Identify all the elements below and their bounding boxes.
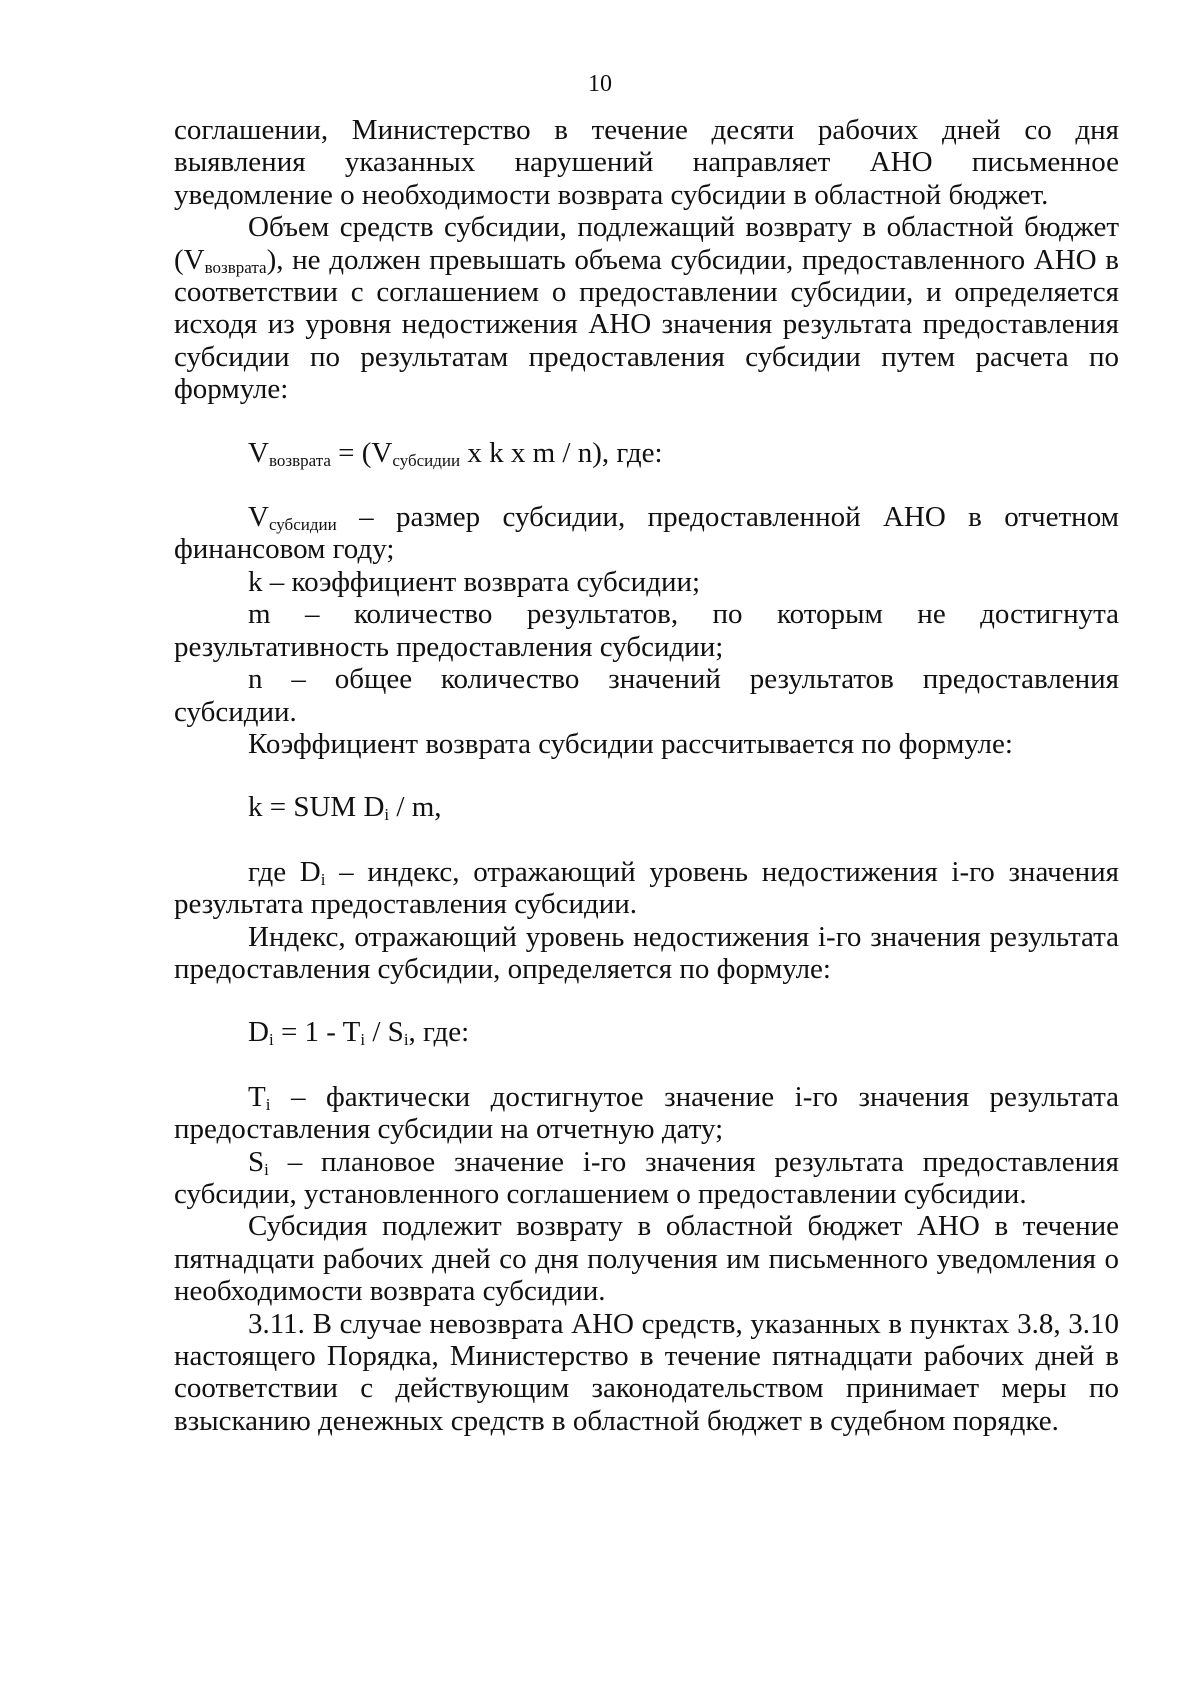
text-run: T	[248, 1080, 266, 1113]
formula-coefficient	[174, 791, 1119, 823]
definition-v-subsidy	[174, 501, 1119, 566]
subscript: i	[264, 1159, 269, 1179]
text-run: x k x m / n), где:	[460, 436, 663, 469]
definition-m: m – количество результатов, по которым не достигнута результативность предоставления субсидии;	[174, 598, 1119, 663]
text-run: – фактически достигнутое значение i-го значения результата предоставления субсидии на отчетную дату;	[174, 1080, 1119, 1146]
formula-refund	[174, 437, 1119, 469]
subscript: субсидии	[392, 450, 461, 470]
text-run: = (V	[330, 436, 393, 469]
paragraph-3-11: 3.11. В случае невозврата АНО средств, указанных в пунктах 3.8, 3.10 настоящего Порядка, Министерство в течение пятнадцати рабочих дней в соответствии с действующим законодательством принимает меры по взысканию денежных средств в областной бюджет в судебном порядке.	[174, 1307, 1119, 1437]
text-run: V	[248, 436, 269, 469]
paragraph-refund-volume	[174, 211, 1119, 405]
text-run: k = SUM D	[248, 791, 385, 824]
subscript: i	[268, 1030, 274, 1050]
paragraph-continuation: соглашении, Министерство в течение десяти рабочих дней со дня выявления указанных нарушений направляет АНО письменное уведомление о необходимости возврата субсидии в областной бюджет.	[174, 114, 1119, 211]
text-run: D	[248, 1016, 269, 1049]
paragraph-return-deadline: Субсидия подлежит возврату в областной бюджет АНО в течение пятнадцати рабочих дней со дня получения им письменного уведомления о необходимости возврата субсидии.	[174, 1210, 1119, 1308]
subscript: возврата	[268, 450, 331, 470]
paragraph-coefficient-intro: Коэффициент возврата субсидии рассчитывается по формуле:	[248, 727, 1013, 760]
subscript: i	[403, 1030, 409, 1050]
text-run: Объем средств субсидии, подлежащий возврату в областной бюджет (V	[174, 211, 1119, 276]
text-run: = 1 - T	[273, 1016, 361, 1049]
text-run: / S	[365, 1016, 404, 1049]
subscript: i	[384, 805, 390, 825]
definition-ti	[174, 1081, 1119, 1146]
text-run: S	[248, 1145, 265, 1178]
document-body	[174, 114, 1119, 1437]
definition-k: k – коэффициент возврата субсидии;	[248, 565, 701, 598]
text-run: ), не должен превышать объема субсидии, предоставленного АНО в соответствии с соглашением о предоставлении субсидии, и определяется исходя из уровня недостижения АНО значения результата предоставления субсидии по результатам предоставления субсидии путем расчета по формуле:	[174, 243, 1119, 406]
subscript: i	[320, 869, 326, 889]
subscript: субсидии	[268, 515, 337, 535]
subscript: i	[265, 1094, 271, 1114]
text-run: V	[248, 501, 269, 534]
formula-index	[174, 1016, 1119, 1048]
definition-si	[174, 1146, 1119, 1211]
text-run: / m,	[389, 791, 442, 824]
subscript: i	[360, 1030, 366, 1050]
text-run: – размер субсидии, предоставленной АНО в отчетном финансовом году;	[174, 501, 1119, 566]
text-run: – плановое значение i-го значения результата предоставления субсидии, установленного соглашением о предоставлении субсидии.	[174, 1145, 1119, 1210]
text-run: – индекс, отражающий уровень недостижения i-го значения результата предоставления субсидии.	[174, 855, 1119, 921]
paragraph-index-intro: Индекс, отражающий уровень недостижения i-го значения результата предоставления субсидии, определяется по формуле:	[174, 920, 1119, 985]
text-run: где D	[248, 855, 321, 888]
subscript: возврата	[204, 257, 267, 277]
definition-n: n – общее количество значений результатов предоставления субсидии.	[174, 663, 1119, 728]
definition-di	[174, 856, 1119, 921]
page-number: 10	[588, 71, 612, 97]
text-run: , где:	[408, 1016, 470, 1049]
